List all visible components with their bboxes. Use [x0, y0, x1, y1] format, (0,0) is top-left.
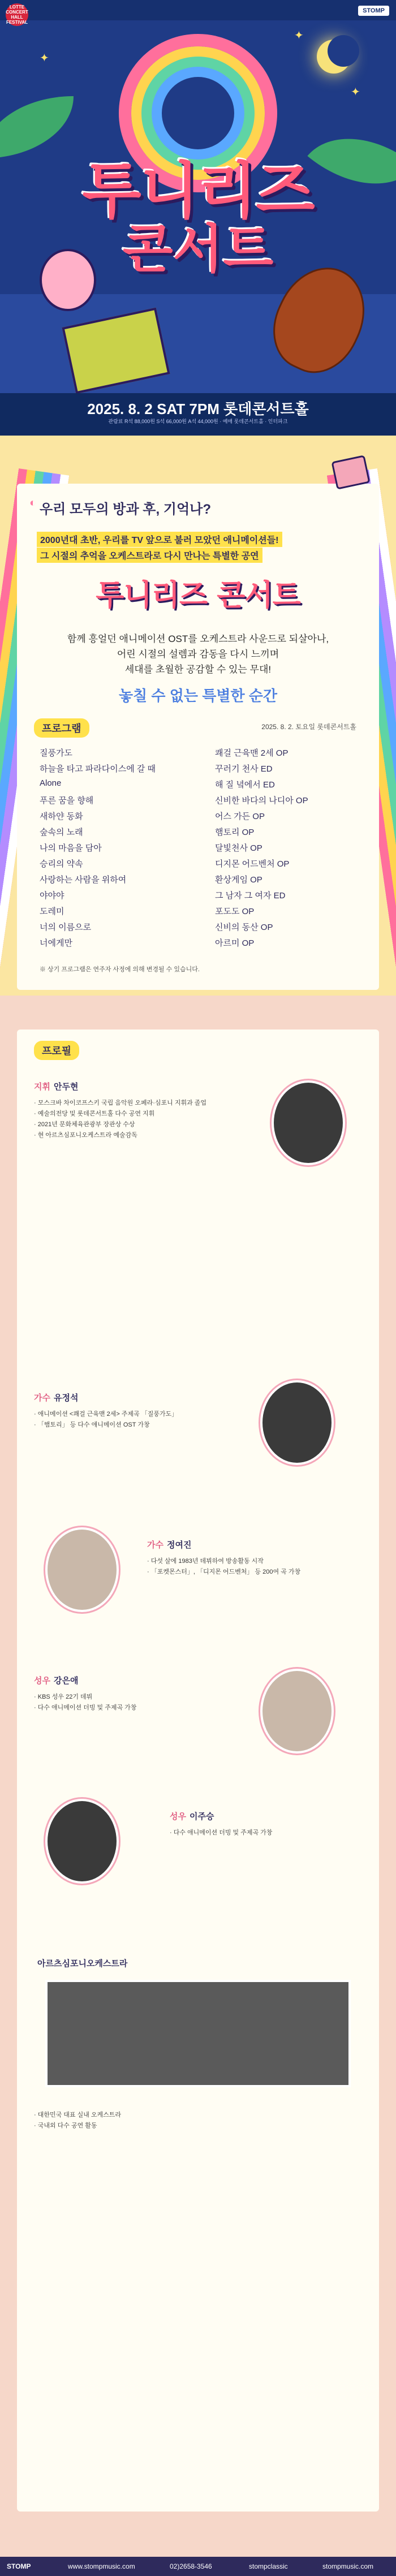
intro-highlight-2: 그 시절의 추억을 오케스트라로 다시 만나는 특별한 공연: [37, 548, 262, 563]
person-name: 안두현: [53, 1082, 79, 1092]
footer-phone: 02)2658-3546: [170, 2562, 212, 2570]
program-row: [40, 858, 356, 873]
person-bio: [34, 1409, 215, 1431]
program-row: [40, 794, 356, 810]
person-name: 정여진: [166, 1540, 192, 1550]
program-row: [40, 826, 356, 842]
profile-section: [0, 996, 396, 2534]
bio-item: · 현 아르츠심포니오케스트라 예술감독: [34, 1130, 249, 1141]
bio-item: · 다섯 살에 1983년 데뷔하여 방송활동 시작: [147, 1556, 362, 1567]
song-source: 쾌걸 근육맨 2세 OP: [215, 748, 289, 758]
orchestra-bio: [34, 2104, 362, 2131]
song-source: 그 남자 그 여자 ED: [215, 891, 286, 901]
voice-2-photo: [45, 1799, 119, 1884]
song-source: 신비한 바다의 나디아 OP: [215, 796, 308, 805]
song-title: 야야야: [40, 891, 64, 901]
program-tag: 프로그램: [34, 718, 89, 738]
song-title: 질풍가도: [40, 748, 72, 758]
bio-item: · 다수 애니메이션 더빙 및 주제곡 가창: [170, 1828, 362, 1838]
intro-title: 투니리즈 콘서트: [96, 579, 300, 613]
song-source: 신비의 동산 OP: [215, 923, 273, 932]
person-role: 가수: [34, 1393, 50, 1403]
bio-item: · KBS 성우 22기 데뷔: [34, 1692, 226, 1703]
person-name: 이주승: [189, 1812, 214, 1821]
concert-date: 2025. 8. 2 SAT 7PM 롯데콘서트홀: [87, 400, 309, 417]
intro-question: 우리 모두의 방과 후, 기억나?: [40, 502, 212, 517]
star-icon: ✦: [294, 29, 304, 42]
song-source: 포도도 OP: [215, 907, 255, 916]
stomp-logo: STOMP: [358, 6, 389, 16]
bio-item: · 예술의전당 및 롯데콘서트홀 다수 공연 지휘: [34, 1109, 249, 1119]
person-bio: [34, 2110, 362, 2131]
profile-orchestra: [34, 1957, 362, 1969]
footer-sns-2[interactable]: stompmusic.com: [322, 2562, 374, 2570]
song-title: 너의 이름으로: [40, 923, 92, 932]
song-source: 햄토리 OP: [215, 828, 255, 837]
hero-title: 투니리즈: [82, 156, 314, 227]
bio-item: · 모스크바 차이코프스키 국립 음악원 오페라·심포니 지휘과 졸업: [34, 1098, 249, 1109]
bio-item: · 2021년 문화체육관광부 장관상 수상: [34, 1119, 249, 1130]
star-icon: ✦: [40, 52, 49, 64]
song-source: 어스 가든 OP: [215, 812, 265, 821]
song-title: 나의 마음을 담아: [40, 843, 102, 853]
singer-2-photo: [45, 1527, 119, 1612]
song-title: 새하얀 동화: [40, 812, 83, 821]
profile-singer-2: [147, 1539, 362, 1578]
program-row: [40, 889, 356, 905]
program-row: [40, 842, 356, 858]
intro-body-3: 세대를 초월한 공감할 수 있는 무대!: [124, 664, 272, 675]
song-source: 꾸러기 천사 ED: [215, 764, 273, 774]
program-performance: 2025. 8. 2. 토요일 롯데콘서트홀: [261, 723, 356, 731]
program-row: [40, 763, 356, 778]
singer-1-photo: [260, 1380, 334, 1465]
profile-voice-2: [170, 1810, 362, 1838]
footer-sns-1[interactable]: stompclassic: [249, 2562, 288, 2570]
footer-site-link[interactable]: www.stompmusic.com: [68, 2562, 135, 2570]
person-bio: [147, 1556, 362, 1578]
song-title: 숲속의 노래: [40, 828, 83, 837]
intro-motto-1: 놓칠 수 없는 특별한 순간: [118, 687, 278, 704]
profile-card: [17, 1029, 379, 2512]
person-bio: [34, 1098, 249, 1141]
bio-item: · 애니메이션 <쾌걸 근육맨 2세> 주제곡 「질풍가도」: [34, 1409, 215, 1420]
person-role: 지휘: [34, 1082, 50, 1092]
person-name: 유정석: [53, 1393, 79, 1403]
program-row: [40, 905, 356, 921]
hero-section: [0, 0, 396, 436]
concert-info-bar: [0, 393, 396, 436]
hero-subtitle: 콘서트: [122, 219, 274, 279]
song-title: Alone: [40, 778, 62, 788]
ticket-info: 관람료 R석 88,000원 S석 66,000원 A석 44,000원 · 예매 롯데콘서트홀 · 인터파크: [108, 419, 288, 424]
song-source: 아르미 OP: [215, 938, 255, 948]
bio-item: · 대한민국 대표 실내 오케스트라: [34, 2110, 362, 2121]
song-title: 도레미: [40, 907, 64, 916]
star-icon: ✦: [351, 86, 360, 98]
voice-1-photo: [260, 1669, 334, 1754]
person-name: 강은애: [53, 1676, 79, 1686]
hero-title-block: [0, 156, 396, 279]
intro-body-2: 어린 시절의 설렘과 감동을 다시 느끼며: [117, 649, 279, 660]
program-note: ※ 상기 프로그램은 연주자 사정에 의해 변경될 수 있습니다.: [40, 966, 200, 973]
song-title: 너에게만: [40, 938, 72, 948]
program-row: [40, 937, 356, 953]
program-row: [40, 778, 356, 794]
program-row: [40, 921, 356, 937]
orchestra-photo: [45, 1980, 351, 2087]
orchestra-name: 아르츠심포니오케스트라: [37, 1959, 128, 1968]
speech-bubble-icon: ◐: [29, 497, 37, 509]
song-source: 해 질 녘에서 ED: [215, 780, 275, 790]
song-source: 환상게임 OP: [215, 875, 262, 885]
song-title: 승리의 약속: [40, 859, 83, 869]
song-source: 디지몬 어드벤처 OP: [215, 859, 290, 869]
program-row: [40, 873, 356, 889]
footer-brand: STOMP: [7, 2562, 31, 2570]
leaf-decoration: [0, 96, 74, 158]
person-role: 성우: [170, 1812, 186, 1821]
song-title: 푸른 꿈을 향해: [40, 796, 94, 805]
person-bio: [34, 1692, 226, 1713]
footer-bar: [0, 2557, 396, 2576]
conductor-photo: [272, 1080, 345, 1165]
song-title: 사랑하는 사람을 위하여: [40, 875, 127, 885]
intro-body-1: 함께 흥얼던 애니메이션 OST를 오케스트라 사운드로 되살아나,: [67, 634, 329, 644]
bio-item: · 「햄토리」 등 다수 애니메이션 OST 가창: [34, 1420, 215, 1431]
song-source: 달빛천사 OP: [215, 843, 262, 853]
intro-highlight-1: 2000년대 초반, 우리를 TV 앞으로 불러 모았던 애니메이션들!: [37, 532, 282, 547]
song-title: 하늘을 타고 파라다이스에 갈 때: [40, 764, 156, 774]
program-section: [0, 707, 396, 996]
festival-logo: LOTTE CONCERT HALL FESTIVAL: [6, 5, 28, 25]
program-row: [40, 747, 356, 763]
profile-tag: 프로필: [34, 1041, 79, 1060]
program-row: [40, 810, 356, 826]
person-bio: [170, 1828, 362, 1838]
bio-item: · 국내외 다수 공연 활동: [34, 2121, 362, 2131]
person-role: 성우: [34, 1676, 50, 1686]
moon-shadow: [328, 35, 359, 67]
person-role: 가수: [147, 1540, 163, 1550]
bio-item: · 다수 애니메이션 더빙 및 주제곡 가창: [34, 1703, 226, 1713]
bio-item: · 「포켓몬스터」, 「디지몬 어드벤처」 등 200여 곡 가창: [147, 1567, 362, 1578]
hero-topbar: [0, 0, 396, 20]
